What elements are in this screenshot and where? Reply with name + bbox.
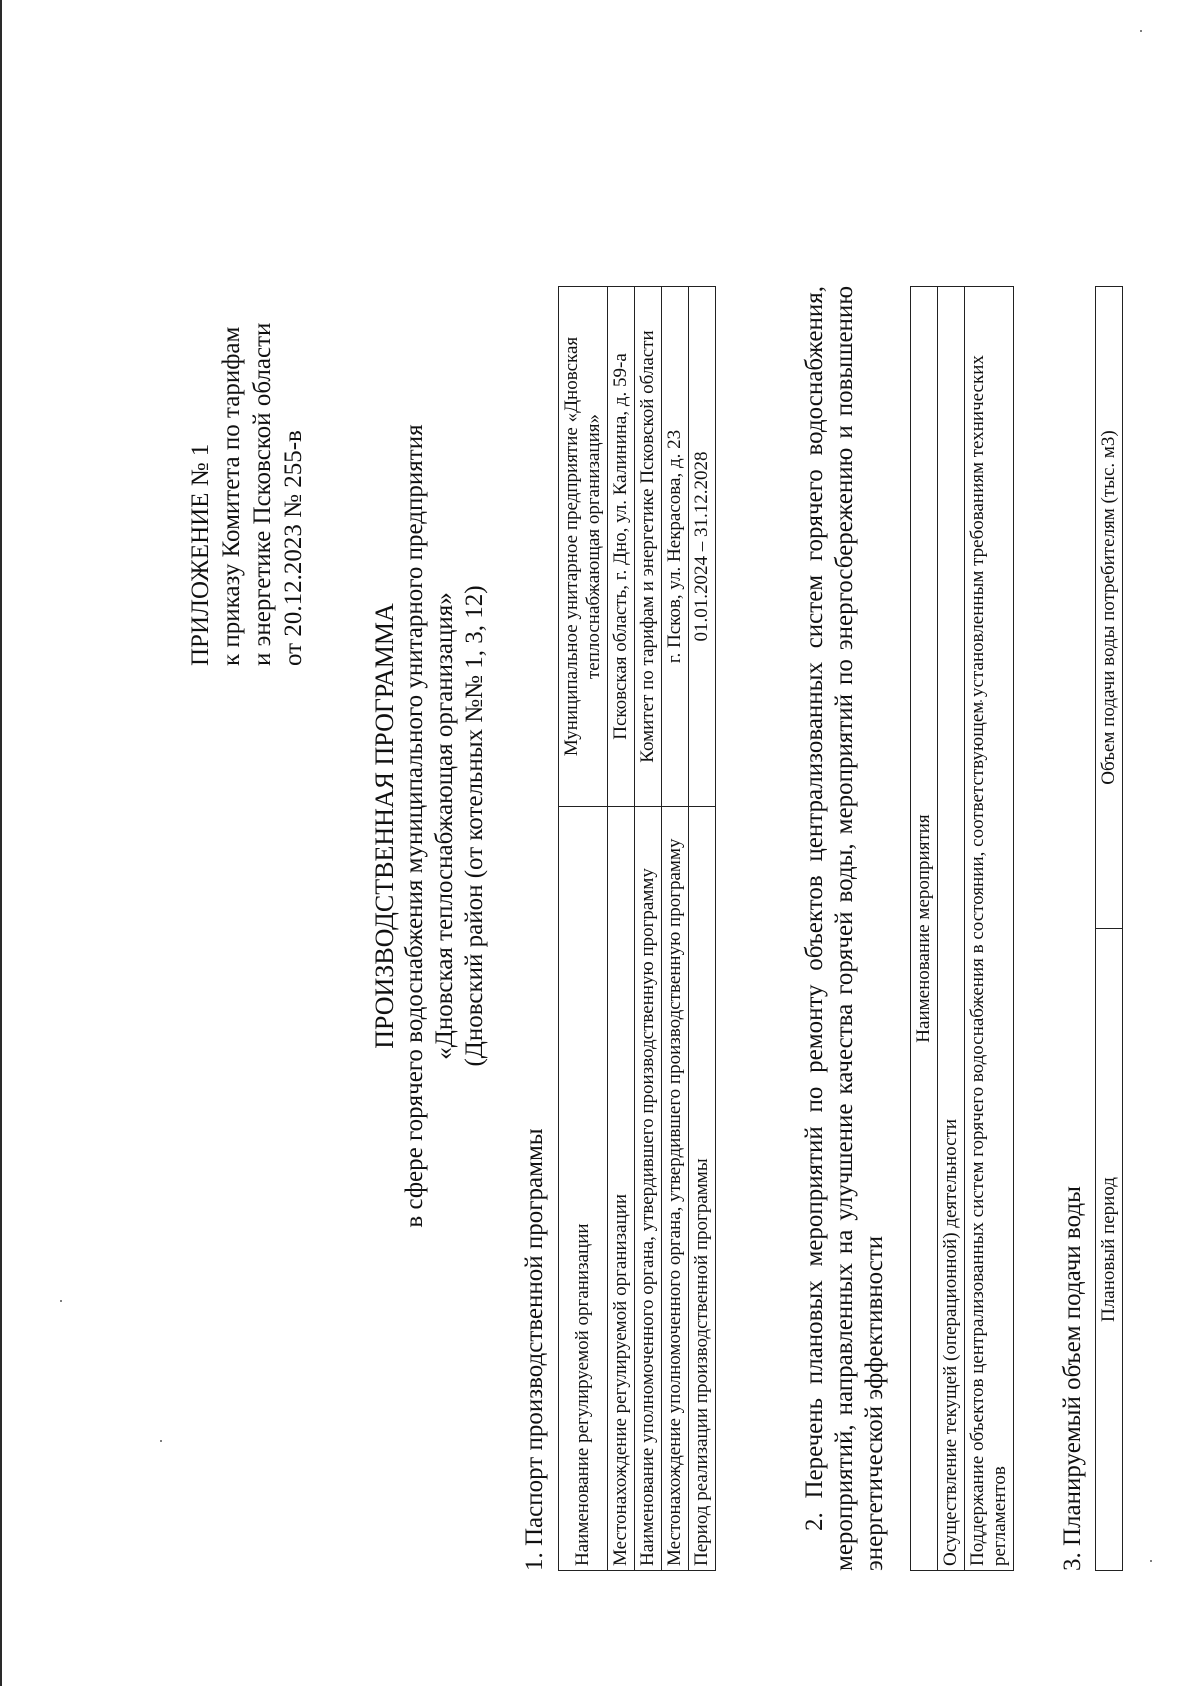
table-cell: Поддержание объектов централизованных систем горячего водоснабжения в состоянии, соответствующем установленным требованиям технических регламентов <box>965 287 1014 1571</box>
table-header-row <box>1096 287 1123 1571</box>
table-cell-key: Наименование уполномоченного органа, утвердившего производственную программу <box>635 807 662 1571</box>
appendix-order-date: от 20.12.2023 № 255-в <box>280 430 307 666</box>
document-title <box>370 326 490 1326</box>
table-header-cell: Наименование мероприятия <box>911 287 938 1571</box>
passport-table <box>558 286 716 1571</box>
title-subtitle: «Дновская теплоснабжающая организация» <box>431 592 458 1060</box>
table-row <box>965 287 1014 1571</box>
table-row <box>938 287 965 1571</box>
table-row <box>662 287 689 1571</box>
table-cell-key: Местонахождение регулируемой организации <box>608 807 635 1571</box>
appendix-number: ПРИЛОЖЕНИЕ № 1 <box>187 443 214 666</box>
appendix-order-line: и энергетике Псковской области <box>249 322 276 666</box>
table-header-row <box>911 287 938 1571</box>
section1-heading: 1. Паспорт производственной программы <box>521 1128 548 1571</box>
table-row <box>635 287 662 1571</box>
section3-heading: 3. Планируемый объем подачи воды <box>1059 1186 1086 1571</box>
table-cell-key: Местонахождение уполномоченного органа, утвердившего производственную программу <box>662 807 689 1571</box>
table-row <box>689 287 716 1571</box>
table-cell-value: г. Псков, ул. Некрасова, д. 23 <box>662 287 689 807</box>
table-header-cell: Плановый период <box>1096 929 1123 1571</box>
table-cell-key: Наименование регулируемой организации <box>559 807 608 1571</box>
table-cell-value: Муниципальное унитарное предприятие «Дновская теплоснабжающая организация» <box>559 287 608 807</box>
table-cell-value: Псковская область, г. Дно, ул. Калинина, д. 59-а <box>608 287 635 807</box>
section2-heading: 2. Перечень плановых мероприятий по ремонту объектов централизованных систем горячего водоснабжения, мероприятий, направленных на улучшение качества горячей воды, мероприятий по энергосбережению и повышению энергетической эффективности <box>801 286 888 1571</box>
table-header-cell: Объем подачи воды потребителям (тыс. м3) <box>1096 287 1123 929</box>
appendix-order-line: к приказу Комитета по тарифам <box>218 326 245 666</box>
table-cell-value: Комитет по тарифам и энергетике Псковской области <box>635 287 662 807</box>
title-subtitle: в сфере горячего водоснабжения муниципального унитарного предприятия <box>401 424 428 1228</box>
table-row <box>559 287 608 1571</box>
title-subtitle: (Дновский район (от котельных №№ 1, 3, 12) <box>461 585 488 1067</box>
water-volume-table <box>1095 286 1123 1571</box>
table-cell-key: Период реализации производственной программы <box>689 807 716 1571</box>
table-cell-value: 01.01.2024 – 31.12.2028 <box>689 287 716 807</box>
table-cell: Осуществление текущей (операционной) деятельности <box>938 287 965 1571</box>
appendix-header <box>185 186 309 666</box>
measures-table <box>910 286 1014 1571</box>
table-row <box>608 287 635 1571</box>
title-main: ПРОИЗВОДСТВЕННАЯ ПРОГРАММА <box>370 603 399 1049</box>
